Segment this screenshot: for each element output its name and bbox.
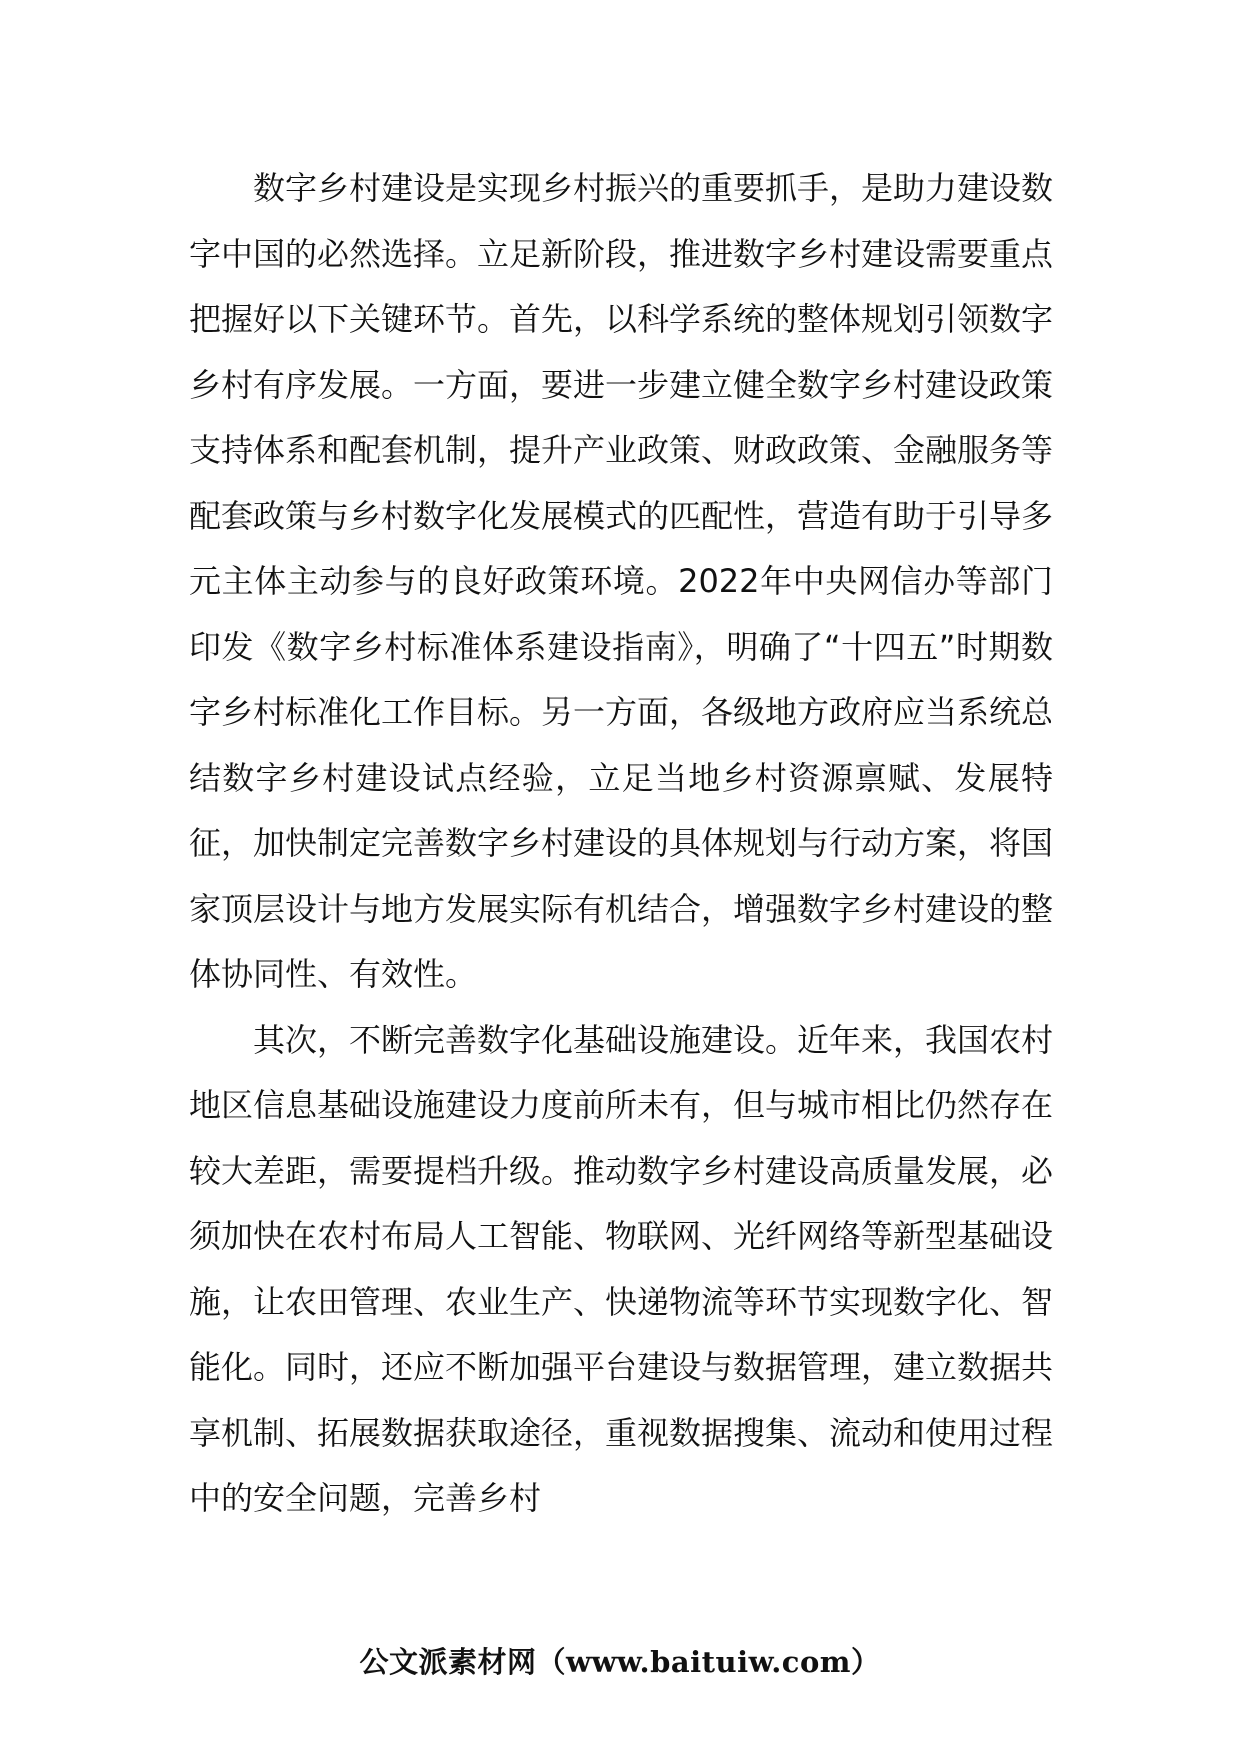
footer-watermark: 公文派素材网（www.baituiw.com） bbox=[359, 1645, 881, 1679]
document-body bbox=[189, 156, 1053, 1532]
paragraph-2: 其次，不断完善数字化基础设施建设。近年来，我国农村地区信息基础设施建设力度前所未有，但与城市相比仍然存在较大差距，需要提档升级。推动数字乡村建设高质量发展，必须加快在农村布局人工智能、物联网、光纤网络等新型基础设施，让农田管理、农业生产、快递物流等环节实现数字化、智能化。同时，还应不断加强平台建设与数据管理，建立数据共享机制、拓展数据获取途径，重视数据搜集、流动和使用过程中的安全问题，完善乡村 bbox=[189, 1020, 1054, 1517]
paragraph-1: 数字乡村建设是实现乡村振兴的重要抓手，是助力建设数字中国的必然选择。立足新阶段，推进数字乡村建设需要重点把握好以下关键环节。首先，以科学系统的整体规划引领数字乡村有序发展。一方面，要进一步建立健全数字乡村建设政策支持体系和配套机制，提升产业政策、财政政策、金融服务等配套政策与乡村数字化发展模式的匹配性，营造有助于引导多元主体主动参与的良好政策环境。2022年中央网信办等部门印发《数字乡村标准体系建设指南》，明确了“十四五”时期数字乡村标准化工作目标。另一方面，各级地方政府应当系统总结数字乡村建设试点经验，立足当地乡村资源禀赋、发展特征，加快制定完善数字乡村建设的具体规划与行动方案，将国家顶层设计与地方发展实际有机结合，增强数字乡村建设的整体协同性、有效性。 bbox=[189, 169, 1054, 993]
